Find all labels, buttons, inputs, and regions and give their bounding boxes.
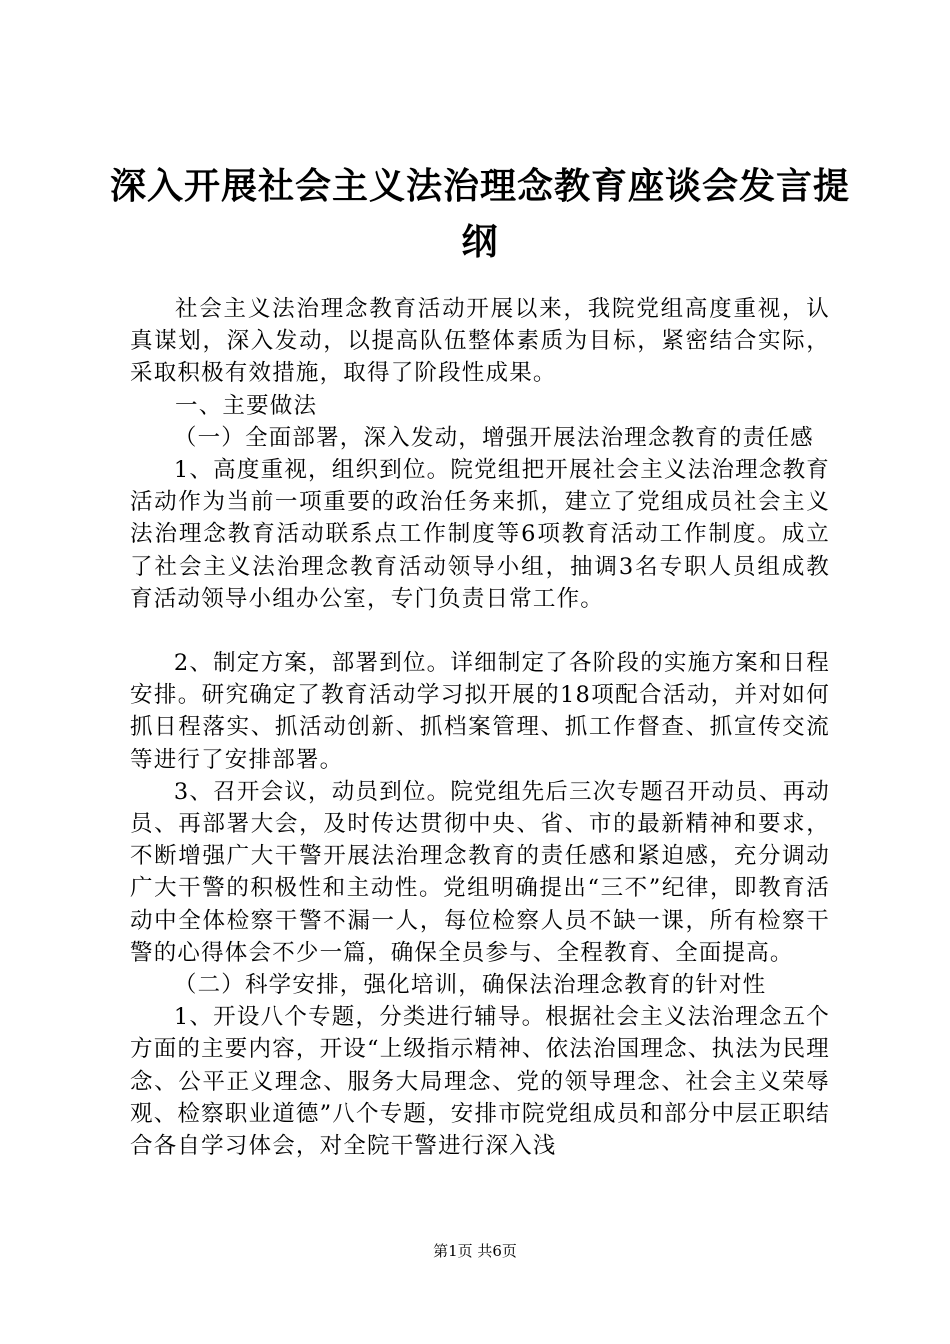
page-footer: 第1页 共6页 bbox=[433, 1242, 517, 1260]
paragraph-intro: 社会主义法治理念教育活动开展以来，我院党组高度重视，认真谋划，深入发动，以提高队伍整体素质为目标，紧密结合实际，采取积极有效措施，取得了阶段性成果。 bbox=[130, 296, 830, 387]
document-title bbox=[110, 158, 850, 270]
section-heading-1: 一、主要做法 bbox=[175, 392, 318, 419]
subsection-heading-2: （二）科学安排，强化培训，确保法治理念教育的针对性 bbox=[173, 972, 767, 999]
paragraph-item-2: 2、制定方案，部署到位。详细制定了各阶段的实施方案和日程安排。研究确定了教育活动学习拟开展的18项配合活动，并对如何抓日程落实、抓活动创新、抓档案管理、抓工作督查、抓宣传交流等进行了安排部署。 bbox=[130, 650, 830, 773]
subsection-heading-1: （一）全面部署，深入发动，增强开展法治理念教育的责任感 bbox=[173, 424, 814, 451]
paragraph-item-1: 1、高度重视，组织到位。院党组把开展社会主义法治理念教育活动作为当前一项重要的政治任务来抓，建立了党组成员社会主义法治理念教育活动联系点工作制度等6项教育活动工作制度。成立了社会主义法治理念教育活动领导小组，抽调3名专职人员组成教育活动领导小组办公室，专门负责日常工作。 bbox=[130, 457, 830, 612]
document-body bbox=[130, 293, 830, 1162]
title-line-1: 深入开展社会主义法治理念教育座谈会发言提 bbox=[110, 165, 851, 207]
paragraph-item-4: 1、开设八个专题，分类进行辅导。根据社会主义法治理念五个方面的主要内容，开设“上级指示精神、依法治国理念、执法为民理念、公平正义理念、服务大局理念、党的领导理念、社会主义荣辱观、检察职业道德”八个专题，安排市院党组成员和部分中层正职结合各自学习体会，对全院干警进行深入浅 bbox=[130, 1004, 831, 1160]
title-line-2: 纲 bbox=[461, 221, 499, 263]
paragraph-item-3: 3、召开会议，动员到位。院党组先后三次专题召开动员、再动员、再部署大会，及时传达贯彻中央、省、市的最新精神和要求，不断增强广大干警开展法治理念教育的责任感和紧迫感，充分调动广大干警的积极性和主动性。党组明确提出“三不”纪律，即教育活动中全体检察干警不漏一人，每位检察人员不缺一课，所有检察干警的心得体会不少一篇，确保全员参与、全程教育、全面提高。 bbox=[130, 778, 830, 966]
